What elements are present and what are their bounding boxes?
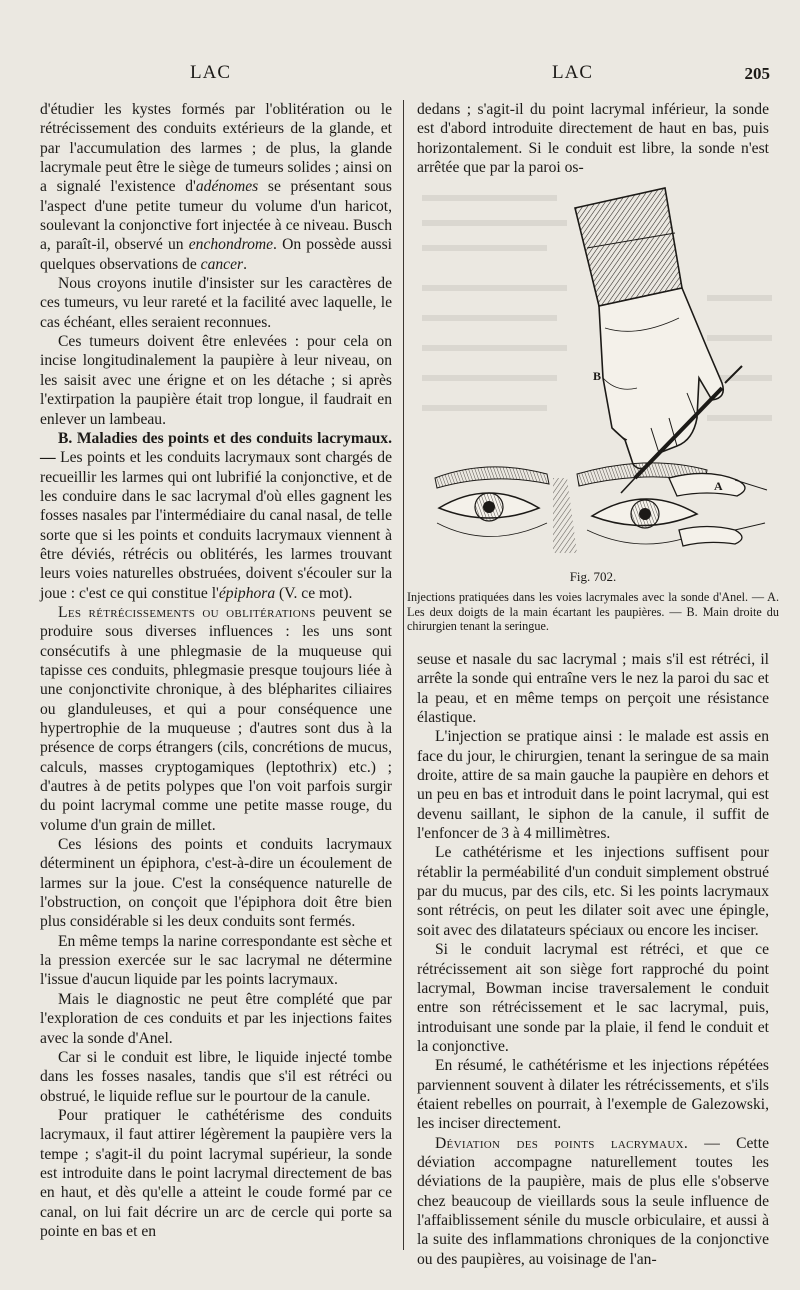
term-epiphora: épiphora bbox=[218, 584, 276, 602]
right-column-bottom bbox=[417, 650, 769, 1269]
paragraph-lesions: Ces lésions des points et conduits lacrymaux déterminent un épiphora, c'est-à-dire un écoulement de larmes sur la joue. C'est la conséquence naturelle de l'obstruction, on conçoit que l'épiphora doit être bien plus considérable si les deux conduits sont fermés. bbox=[40, 836, 392, 931]
figure-caption: Injections pratiquées dans les voies lacrymales avec la sonde d'Anel. — A. Les deux doigts de la main écartant les paupières. — B. Main droite du chirurgien tenant la seringue. bbox=[407, 590, 779, 633]
term-adenomes: adénomes bbox=[195, 178, 259, 196]
paragraph-resume: En résumé, le cathétérisme et les injections répétées parviennent souvent à dilater les rétrécissements, et s'ils étaient rebelles on pourrait, à l'exemple de Galezowski, les inciser directement. bbox=[417, 1057, 769, 1133]
section-heading-deviation: Déviation des points lacrymaux. — bbox=[435, 1134, 721, 1152]
figure-label-b: B bbox=[593, 369, 602, 383]
patient-eyes bbox=[435, 463, 767, 553]
figure-label-a: A bbox=[714, 479, 723, 493]
figure-702 bbox=[407, 178, 779, 638]
running-head-right: LAC bbox=[552, 62, 593, 83]
paragraph-enlevement: Ces tumeurs doivent être enlevées : pour cela on incise longitudinalement la paupière à leur niveau, on les saisit avec une érigne et on les détache ; si après l'extirpation la paupière était trop longue, il faudrait en enlever un lambeau. bbox=[40, 333, 392, 428]
left-column bbox=[40, 100, 392, 1241]
surgeon-hand bbox=[599, 288, 723, 469]
paragraph-bowman: Si le conduit lacrymal est rétréci, et que ce rétrécissement ait son siège fort rapproché du point lacrymal, Bowman incise traversalement le conduit entre son rétrécissement et le sac lacrymal, puis, introduisant une sonde par la plaie, il fend le conduit et la conjonctive. bbox=[417, 941, 769, 1055]
paragraph-catheterisme: Pour pratiquer le cathétérisme des conduits lacrymaux, il faut attirer légèrement la paupière vers la tempe ; s'agit-il du point lacrymal supérieur, la sonde est introduite dans le point lacrymal directement de bas en haut, et dès qu'elle a atteint le coude formé par ce canal, on lui fait décrire un arc de cercle qui porte sa pointe en bas et en bbox=[40, 1106, 392, 1240]
figure-number: Fig. 702. bbox=[569, 569, 617, 584]
sleeve-cuff bbox=[575, 188, 682, 306]
running-head-left: LAC bbox=[190, 62, 231, 83]
right-column-top bbox=[417, 100, 769, 177]
paragraph-paroi-sac: seuse et nasale du sac lacrymal ; mais s'il est rétréci, il arrête la sonde qui entraîne vers le nez la paroi du sac et la peau, et en même temps on perçoit une résistance élastique. bbox=[417, 651, 769, 727]
paragraph-permeabilite: Le cathétérisme et les injections suffisent pour rétablir la perméabilité d'un conduit simplement obstrué par du mucus, par des cils, etc. Si les points lacrymaux sont rétrécis, on peut les dilater soit avec une épingle, soit avec des dilatateurs spéciaux ou encore les inciser. bbox=[417, 844, 769, 939]
paragraph-narine: En même temps la narine correspondante est sèche et la pression exercée sur le sac lacrymal ne détermine l'issue d'aucun liquide par les points lacrymaux. bbox=[40, 932, 392, 989]
paragraph-tumeurs-glande: d'étudier les kystes formés par l'oblitération ou le rétrécissement des conduits extérieurs de la glande, et par l'accumulation des larmes ; de plus, la glande lacrymale peut être le siège de tumeurs solides ; ainsi on a signalé l'existence d'adénomes se présentant sous l'aspect d'une petite tumeur du volume d'un haricot, soulevant la conjonctive fort injectée à ce niveau. Busch a, paraît-il, observé un enchondrome. On possède aussi quelques observations de cancer. bbox=[40, 101, 393, 273]
paragraph-injection: L'injection se pratique ainsi : le malade est assis en face du jour, le chirurgien, tenant la seringue de sa main droite, attire de sa main gauche la paupière en dehors et un peu en bas et introduit dans le point lacrymal, qui est devenu saillant, le siphon de la canule, il suffit de l'enfoncer de 3 à 4 millimètres. bbox=[417, 728, 769, 843]
paragraph-section-b: B. Maladies des points et des conduits lacrymaux. — Les points et les conduits lacrymaux sont chargés de recueillir les larmes qui ont lubrifié la conjonctive, et de les conduire dans le sac lacrymal d'où elles gagnent les fosses nasales par l'intermédiaire du canal nasal, de telle sorte que si les points et conduits lacrymaux viennent à être déviés, rétrécis ou oblitérés, les larmes trouvant leurs voies naturelles obstruées, doivent s'écouler sur la joue : c'est ce qui constitue l'épiphora (V. ce mot). bbox=[40, 429, 392, 602]
paragraph-diagnostic: Mais le diagnostic ne peut être complété que par l'exploration de ces conduits et par les injections faites avec la sonde d'Anel. bbox=[40, 990, 392, 1047]
term-enchondrome: enchondrome bbox=[188, 236, 274, 254]
paragraph-deviation: Déviation des points lacrymaux. — Cette déviation accompagne naturellement toutes les déviations de la paupière, mais de plus elle s'observe chez beaucoup de vieillards sous la seule influence de l'affaiblissement sénile du muscle orbiculaire, et aussi à la suite des inflammations chroniques de la conjonctive ou des paupières, au voisinage de l'an- bbox=[417, 1134, 769, 1268]
page-number: 205 bbox=[744, 64, 770, 83]
paragraph-retrecissements: Les rétrécissements ou oblitérations peuvent se produire sous diverses influences : les uns sont consécutifs à une phlegmasie de la muqueuse qui tapisse ces conduits, phlegmasie presque toujours liée à une conjonctivite chronique, à des blépharites ciliaires ou glanduleuses, et qui a pour conséquence une hypertrophie de la muqueuse ; d'autres sont dus à la présence de corps étrangers (cils, concrétions de mucus, calculs, masses cryptogamiques (leptothrix) etc.) ; d'autres à de petits polypes que l'on voit parfois surgir du point lacrymal comme une petite masse rouge, du volume d'un grain de millet. bbox=[40, 603, 392, 834]
column-divider bbox=[403, 100, 404, 1250]
term-cancer: cancer bbox=[200, 255, 244, 273]
paragraph-dedans: dedans ; s'agit-il du point lacrymal inférieur, la sonde est d'abord introduite directement de haut en bas, puis horizontalement. Si le conduit est libre, la sonde n'est arrêtée que par la paroi os- bbox=[417, 101, 769, 177]
engraving-illustration bbox=[407, 178, 779, 568]
term-retrecissements: Les rétrécissements ou oblitérations bbox=[58, 603, 316, 621]
text-fragment: d'étudier les kystes formés par l'oblitération ou le rétrécissement des conduits extérieurs de la glande, et par l'accumulation des larmes ; de plus, la glande lacrymale peut être le siège de tumeurs solides ; ainsi on a signalé l'existence d' bbox=[40, 101, 392, 196]
paragraph-conduit-libre: Car si le conduit est libre, le liquide injecté tombe dans les fosses nasales, tandis que s'il est rétréci ou obstrué, le liquide reflue sur le pourtour de la canule. bbox=[40, 1048, 392, 1105]
section-heading-b: B. Maladies des points et des conduits lacrymaux. — bbox=[40, 429, 392, 467]
paragraph-caracteres: Nous croyons inutile d'insister sur les caractères de ces tumeurs, vu leur rareté et la facilité avec laquelle, le cas échéant, elles seraient reconnues. bbox=[40, 275, 392, 331]
